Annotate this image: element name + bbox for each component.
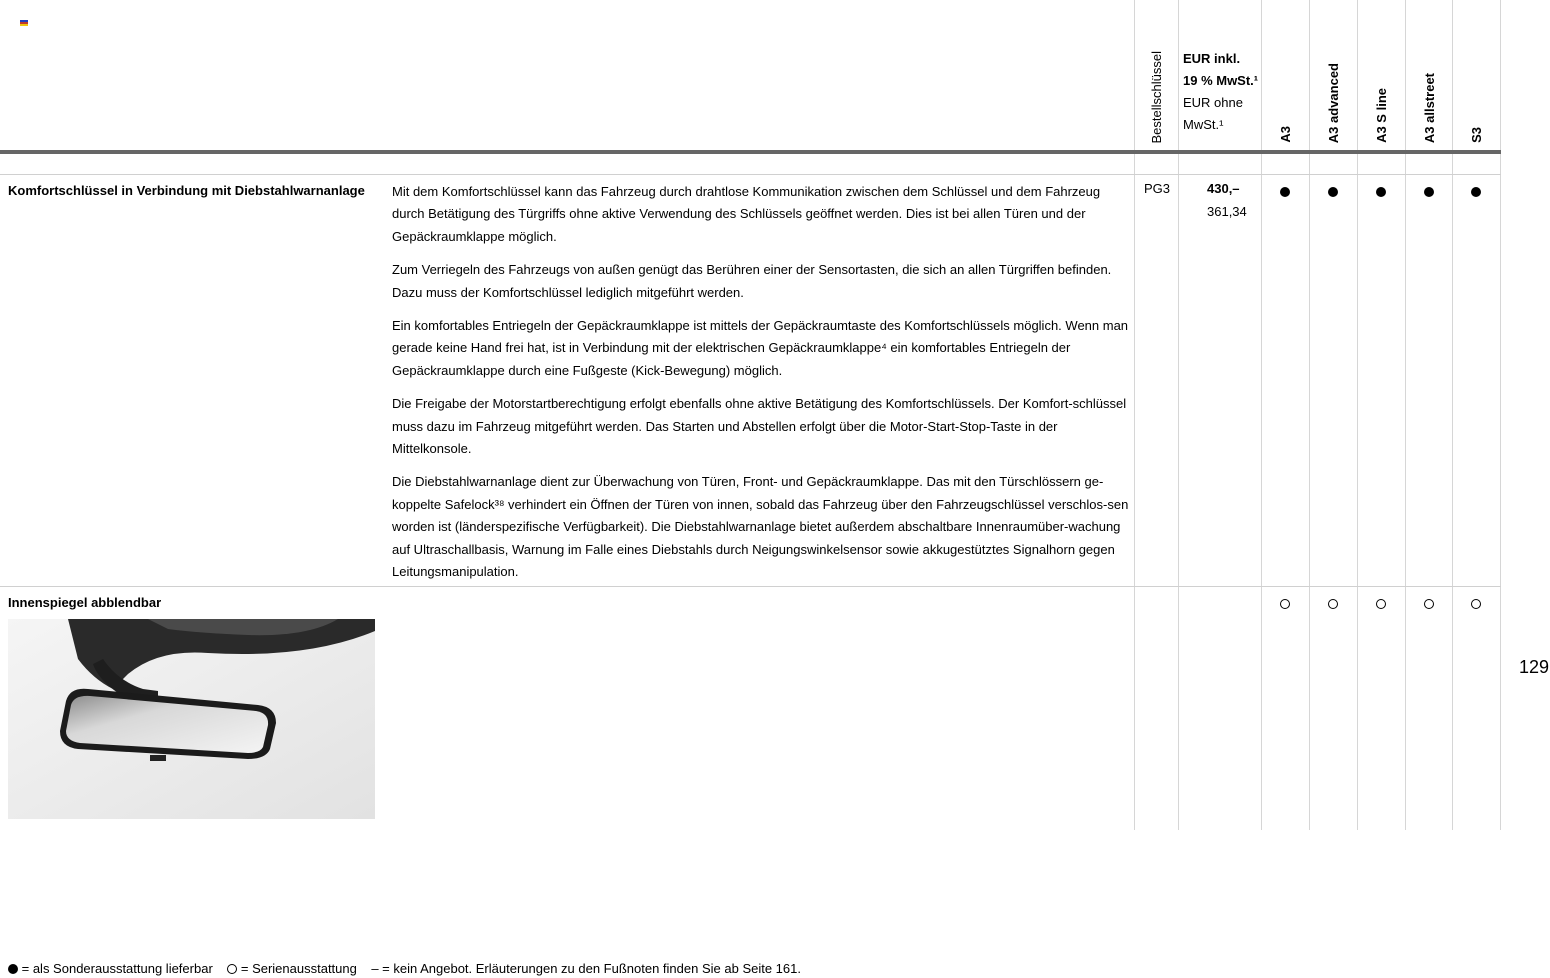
row-divider xyxy=(0,174,1501,175)
legend-none: – = kein Angebot. Erläuterungen zu den Fußnoten finden Sie ab Seite 161. xyxy=(371,961,801,976)
optional-equipment-dot-icon xyxy=(1424,187,1434,197)
standard-equipment-circle-icon xyxy=(1328,599,1338,609)
description-paragraph: Die Diebstahlwarnanlage dient zur Überwachung von Türen, Front- und Gepäckraumklappe. Das mit den Türschlössern ge-koppelte Safelock³⁸ verhindert ein Öffnen der Türen von innen, sobald das Fahrzeug über den Fahrzeugschlüssel verschlos-sen worden ist (länderspezifische Verfügbarkeit). Die Diebstahlwarnanlage bietet außerdem abschaltbare Innenraumüber-wachung auf Ultraschallbasis, Warnung im Falle eines Diebstahls durch Neigungswinkelsensor sowie akkugestütztes Signalhorn gegen Leitungsmanipulation. xyxy=(392,474,1129,580)
row-description-comfort-key xyxy=(392,181,1130,595)
column-divider xyxy=(1309,0,1310,830)
model-header-a3-allstreet: A3 allstreet xyxy=(1422,72,1437,143)
price-incl-vat: 430,– xyxy=(1207,181,1240,196)
standard-equipment-circle-icon xyxy=(1376,599,1386,609)
row-divider xyxy=(0,586,1501,587)
legend-optional: = als Sonderausstattung lieferbar xyxy=(21,961,213,976)
standard-equipment-circle-icon xyxy=(1471,599,1481,609)
optional-equipment-dot-icon xyxy=(1280,187,1290,197)
optional-equipment-dot-icon xyxy=(1376,187,1386,197)
price-excl-line1: EUR ohne xyxy=(1183,95,1243,110)
column-divider xyxy=(1500,0,1501,830)
model-header-a3: A3 xyxy=(1278,126,1293,143)
column-divider xyxy=(1452,0,1453,830)
price-excl-vat: 361,34 xyxy=(1207,204,1247,219)
filled-dot-icon xyxy=(8,964,18,974)
description-paragraph: Mit dem Komfortschlüssel kann das Fahrzeug durch drahtlose Kommunikation zwischen dem Schlüssel und dem Fahrzeug durch Betätigung des Türgriffs ohne aktive Verwendung des Schlüssels geöffnet werden. Dies ist bei allen Türen und der Gepäckraumklappe möglich. xyxy=(392,184,1101,244)
open-circle-icon xyxy=(227,964,237,974)
model-header-a3-advanced: A3 advanced xyxy=(1326,62,1341,143)
language-flag-icon xyxy=(20,20,28,26)
price-incl-line1: EUR inkl. xyxy=(1183,51,1241,66)
standard-equipment-circle-icon xyxy=(1424,599,1434,609)
legend xyxy=(8,961,801,976)
description-paragraph: Ein komfortables Entriegeln der Gepäckraumklappe ist mittels der Gepäckraumtaste des Komfortschlüssels möglich. Wenn man gerade keine Hand frei hat, ist in Verbindung mit der elektrischen Gepäckraumklappe⁴ ein komfortables Entriegeln der Gepäckraumklappe durch eine Fußgeste (Kick-Bewegung) möglich. xyxy=(392,318,1129,378)
row-title-comfort-key: Komfortschlüssel in Verbindung mit Diebstahlwarnanlage xyxy=(8,183,365,198)
page-number: 129 xyxy=(1519,657,1550,677)
column-divider xyxy=(1178,0,1179,830)
order-key-header: Bestellschlüssel xyxy=(1149,50,1164,143)
price-excl-line2: MwSt.¹ xyxy=(1183,117,1224,132)
column-divider xyxy=(1134,0,1135,830)
header-rule xyxy=(0,150,1501,154)
description-paragraph: Die Freigabe der Motorstartberechtigung erfolgt ebenfalls ohne aktive Betätigung des Komfortschlüssels. Der Komfort-schlüssel muss dazu im Fahrzeug mitgeführt werden. Das Starten und Abstellen erfolgt über die Motor-Start-Stop-Taste in der Mittelkonsole. xyxy=(392,396,1127,457)
row-title-interior-mirror: Innenspiegel abblendbar xyxy=(8,595,162,610)
price-incl-line2: 19 % MwSt.¹ xyxy=(1183,73,1259,88)
standard-equipment-circle-icon xyxy=(1280,599,1290,609)
column-divider xyxy=(1261,0,1262,830)
description-paragraph: Zum Verriegeln des Fahrzeugs von außen genügt das Berühren einer der Sensortasten, die sich an allen Türgriffen befinden. Dazu muss der Komfortschlüssel lediglich mitgeführt werden. xyxy=(392,262,1112,300)
optional-equipment-dot-icon xyxy=(1328,187,1338,197)
legend-standard: = Serienausstattung xyxy=(240,961,357,976)
interior-mirror-image xyxy=(8,619,375,819)
table-end xyxy=(0,829,1501,830)
order-code: PG3 xyxy=(1144,181,1171,196)
column-divider xyxy=(1357,0,1358,830)
interior-mirror-illustration xyxy=(8,619,375,819)
model-header-s3: S3 xyxy=(1469,127,1484,143)
optional-equipment-dot-icon xyxy=(1471,187,1481,197)
price-header xyxy=(1183,48,1258,136)
model-header-a3-s-line: A3 S line xyxy=(1374,88,1389,143)
column-divider xyxy=(1405,0,1406,830)
